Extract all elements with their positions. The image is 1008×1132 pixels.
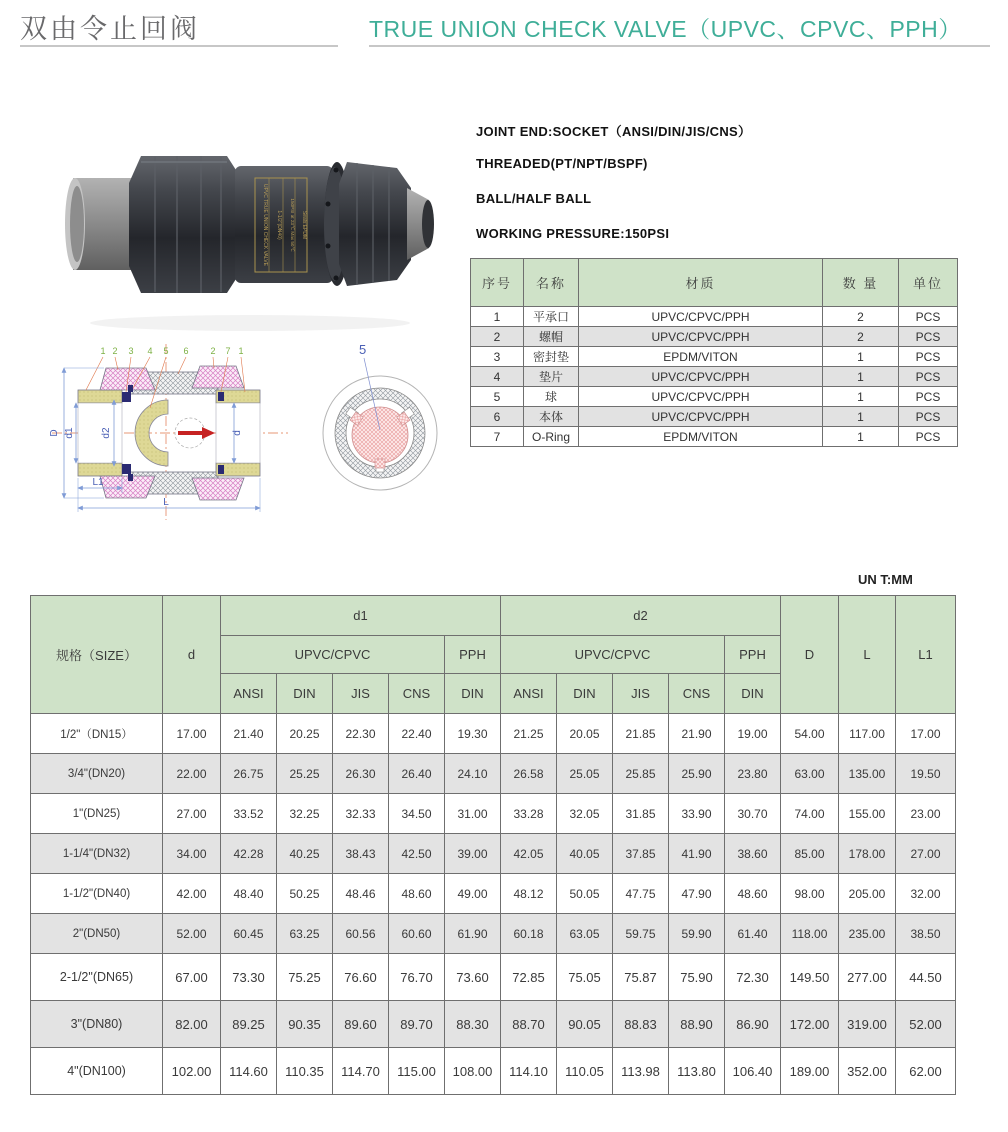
parts-table-row xyxy=(471,307,958,327)
parts-table-cell: 1 xyxy=(823,367,899,387)
parts-table-cell: 球 xyxy=(524,387,579,407)
parts-table-row xyxy=(471,347,958,367)
parts-table-cell: PCS xyxy=(899,327,958,347)
dimension-value-cell: 19.00 xyxy=(725,714,781,754)
dimension-value-cell: 61.40 xyxy=(725,914,781,954)
dimension-value-cell: 90.05 xyxy=(557,1001,613,1048)
size-cell: 4"(DN100) xyxy=(31,1048,163,1095)
dimension-value-cell: 88.70 xyxy=(501,1001,557,1048)
dim-header-pph-d2: PPH xyxy=(725,636,781,674)
parts-table-row xyxy=(471,407,958,427)
dimension-value-cell: 26.75 xyxy=(221,754,277,794)
dimension-value-cell: 19.30 xyxy=(445,714,501,754)
dimension-value-cell: 21.85 xyxy=(613,714,669,754)
valve-right-socket xyxy=(407,188,434,260)
dimension-value-cell: 110.05 xyxy=(557,1048,613,1095)
parts-table-cell: 7 xyxy=(471,427,524,447)
dimension-value-cell: 54.00 xyxy=(781,714,839,754)
dim-header-upvc-d1: UPVC/CPVC xyxy=(221,636,445,674)
dimension-value-cell: 21.40 xyxy=(221,714,277,754)
dimension-value-cell: 110.35 xyxy=(277,1048,333,1095)
dimension-value-cell: 32.05 xyxy=(557,794,613,834)
end-view-label: 5 xyxy=(359,342,367,357)
dimension-value-cell: 25.25 xyxy=(277,754,333,794)
parts-table-cell: 本体 xyxy=(524,407,579,427)
parts-header-unit: 单位 xyxy=(899,259,958,307)
spec-list xyxy=(476,121,751,261)
dimension-value-cell: 172.00 xyxy=(781,1001,839,1048)
dimension-value-cell: 76.60 xyxy=(333,954,389,1001)
parts-table-cell: 平承口 xyxy=(524,307,579,327)
dim-header-row-1 xyxy=(31,596,956,636)
dimension-value-cell: 27.00 xyxy=(896,834,956,874)
part-label-1: 1 xyxy=(100,346,106,356)
size-cell: 1-1/2"(DN40) xyxy=(31,874,163,914)
dimension-value-cell: 30.70 xyxy=(725,794,781,834)
size-cell: 2-1/2"(DN65) xyxy=(31,954,163,1001)
dimension-value-cell: 106.40 xyxy=(725,1048,781,1095)
dimension-value-cell: 49.00 xyxy=(445,874,501,914)
dimension-value-cell: 189.00 xyxy=(781,1048,839,1095)
dimension-value-cell: 34.00 xyxy=(163,834,221,874)
dimension-value-cell: 115.00 xyxy=(389,1048,445,1095)
dimension-value-cell: 63.00 xyxy=(781,754,839,794)
dimension-value-cell: 178.00 xyxy=(839,834,896,874)
dimension-value-cell: 62.00 xyxy=(896,1048,956,1095)
dimension-value-cell: 33.28 xyxy=(501,794,557,834)
dim-header-D: D xyxy=(781,596,839,714)
dimension-table-row xyxy=(31,874,956,914)
dimension-table-row xyxy=(31,1048,956,1095)
dimension-table-row xyxy=(31,954,956,1001)
dimension-value-cell: 33.52 xyxy=(221,794,277,834)
dimension-value-cell: 22.00 xyxy=(163,754,221,794)
photo-shadow xyxy=(90,315,410,331)
dim-header-cns-d2: CNS xyxy=(669,674,725,714)
dimension-value-cell: 86.90 xyxy=(725,1001,781,1048)
dimension-value-cell: 60.60 xyxy=(389,914,445,954)
dimension-value-cell: 27.00 xyxy=(163,794,221,834)
valve-label-line2: 1-1/2"(DN40) xyxy=(276,210,282,240)
parts-table-cell: EPDM/VITON xyxy=(579,427,823,447)
dimension-value-cell: 113.80 xyxy=(669,1048,725,1095)
dim-header-ansi-d2: ANSI xyxy=(501,674,557,714)
part-number-labels xyxy=(100,346,243,356)
dimension-value-cell: 85.00 xyxy=(781,834,839,874)
dimension-table-row xyxy=(31,1001,956,1048)
dimension-value-cell: 48.60 xyxy=(725,874,781,914)
dim-header-pph-d1: PPH xyxy=(445,636,501,674)
dimension-value-cell: 61.90 xyxy=(445,914,501,954)
dimension-value-cell: 89.25 xyxy=(221,1001,277,1048)
unit-note: UN T:MM xyxy=(858,572,913,587)
dimension-value-cell: 42.28 xyxy=(221,834,277,874)
dimension-value-cell: 88.90 xyxy=(669,1001,725,1048)
parts-header-row xyxy=(471,259,958,307)
dim-header-L1: L1 xyxy=(896,596,956,714)
dimension-value-cell: 75.25 xyxy=(277,954,333,1001)
dimension-value-cell: 108.00 xyxy=(445,1048,501,1095)
valve-body xyxy=(235,166,333,283)
dimension-value-cell: 17.00 xyxy=(163,714,221,754)
dimension-value-cell: 47.75 xyxy=(613,874,669,914)
parts-table-cell: 1 xyxy=(471,307,524,327)
dimension-value-cell: 89.70 xyxy=(389,1001,445,1048)
parts-table xyxy=(470,258,958,447)
dimension-value-cell: 22.30 xyxy=(333,714,389,754)
page-title-chinese: 双由令止回阀 xyxy=(20,14,200,44)
spec-working-pressure: WORKING PRESSURE:150PSI xyxy=(476,226,670,241)
dimension-value-cell: 26.40 xyxy=(389,754,445,794)
parts-table-cell: PCS xyxy=(899,427,958,447)
dimension-value-cell: 63.25 xyxy=(277,914,333,954)
dimension-value-cell: 89.60 xyxy=(333,1001,389,1048)
dimension-value-cell: 63.05 xyxy=(557,914,613,954)
part-label-1b: 1 xyxy=(238,346,244,356)
dimension-value-cell: 48.40 xyxy=(221,874,277,914)
dimension-value-cell: 52.00 xyxy=(163,914,221,954)
dimension-value-cell: 25.05 xyxy=(557,754,613,794)
dimension-value-cell: 114.10 xyxy=(501,1048,557,1095)
valve-section-diagram xyxy=(38,338,470,538)
dimension-value-cell: 75.87 xyxy=(613,954,669,1001)
dimension-value-cell: 34.50 xyxy=(389,794,445,834)
size-cell: 2"(DN50) xyxy=(31,914,163,954)
page-title-english: TRUE UNION CHECK VALVE（UPVC、CPVC、PPH） xyxy=(369,16,962,42)
dimension-value-cell: 277.00 xyxy=(839,954,896,1001)
spec-joint-end: JOINT END:SOCKET（ANSI/DIN/JIS/CNS） xyxy=(476,124,752,139)
size-cell: 1"(DN25) xyxy=(31,794,163,834)
part-label-5: 5 xyxy=(163,346,169,356)
dim-header-d1-group: d1 xyxy=(221,596,501,636)
dim-label-L: L xyxy=(163,497,169,508)
dimension-value-cell: 48.46 xyxy=(333,874,389,914)
dimension-value-cell: 75.90 xyxy=(669,954,725,1001)
dimension-value-cell: 135.00 xyxy=(839,754,896,794)
size-cell: 1/2"（DN15） xyxy=(31,714,163,754)
dim-header-L: L xyxy=(839,596,896,714)
parts-table-cell: 密封垫 xyxy=(524,347,579,367)
dimension-value-cell: 72.30 xyxy=(725,954,781,1001)
parts-table-cell: 1 xyxy=(823,347,899,367)
dim-header-cns-d1: CNS xyxy=(389,674,445,714)
dimension-table-row xyxy=(31,794,956,834)
dimension-value-cell: 42.00 xyxy=(163,874,221,914)
dimension-value-cell: 72.85 xyxy=(501,954,557,1001)
valve-right-union-nut xyxy=(339,162,411,286)
dimension-value-cell: 67.00 xyxy=(163,954,221,1001)
dimension-value-cell: 41.90 xyxy=(669,834,725,874)
dimension-value-cell: 23.80 xyxy=(725,754,781,794)
parts-table-cell: PCS xyxy=(899,307,958,327)
parts-header-material: 材质 xyxy=(579,259,823,307)
dimension-value-cell: 88.30 xyxy=(445,1001,501,1048)
dimension-value-cell: 20.25 xyxy=(277,714,333,754)
parts-table-cell: PCS xyxy=(899,407,958,427)
dimension-value-cell: 149.50 xyxy=(781,954,839,1001)
dimension-value-cell: 50.25 xyxy=(277,874,333,914)
part-label-6: 6 xyxy=(183,346,189,356)
dimension-value-cell: 59.90 xyxy=(669,914,725,954)
title-underline-right xyxy=(369,45,990,47)
dimension-table-row xyxy=(31,914,956,954)
dimension-value-cell: 42.50 xyxy=(389,834,445,874)
parts-table-cell: 1 xyxy=(823,407,899,427)
dimension-value-cell: 113.98 xyxy=(613,1048,669,1095)
dimension-value-cell: 23.00 xyxy=(896,794,956,834)
dimension-value-cell: 38.60 xyxy=(725,834,781,874)
flow-arrow xyxy=(178,427,215,439)
dimension-value-cell: 60.56 xyxy=(333,914,389,954)
parts-table-cell: EPDM/VITON xyxy=(579,347,823,367)
parts-table-cell: PCS xyxy=(899,367,958,387)
parts-table-cell: 1 xyxy=(823,387,899,407)
dim-header-jis-d1: JIS xyxy=(333,674,389,714)
dimension-value-cell: 352.00 xyxy=(839,1048,896,1095)
valve-product-photo xyxy=(55,126,440,341)
parts-table-cell: UPVC/CPVC/PPH xyxy=(579,367,823,387)
dimension-value-cell: 90.35 xyxy=(277,1001,333,1048)
parts-table-cell: 垫片 xyxy=(524,367,579,387)
dimension-value-cell: 24.10 xyxy=(445,754,501,794)
dimension-value-cell: 205.00 xyxy=(839,874,896,914)
parts-table-cell: PCS xyxy=(899,387,958,407)
dimension-value-cell: 82.00 xyxy=(163,1001,221,1048)
parts-table-cell: 4 xyxy=(471,367,524,387)
size-cell: 3/4"(DN20) xyxy=(31,754,163,794)
part-label-2: 2 xyxy=(112,346,118,356)
dimension-value-cell: 117.00 xyxy=(839,714,896,754)
dimension-value-cell: 42.05 xyxy=(501,834,557,874)
dim-header-upvc-d2: UPVC/CPVC xyxy=(501,636,725,674)
part-label-4: 4 xyxy=(147,346,153,356)
dimension-value-cell: 47.90 xyxy=(669,874,725,914)
dimension-value-cell: 73.60 xyxy=(445,954,501,1001)
size-cell: 3"(DN80) xyxy=(31,1001,163,1048)
dimension-table-row xyxy=(31,834,956,874)
dimension-value-cell: 114.60 xyxy=(221,1048,277,1095)
valve-left-union-nut xyxy=(129,156,243,293)
dimension-value-cell: 60.45 xyxy=(221,914,277,954)
dimension-value-cell: 38.43 xyxy=(333,834,389,874)
dimension-table xyxy=(30,595,956,1095)
dimension-value-cell: 74.00 xyxy=(781,794,839,834)
dim-header-ansi-d1: ANSI xyxy=(221,674,277,714)
dimension-value-cell: 33.90 xyxy=(669,794,725,834)
parts-table-cell: UPVC/CPVC/PPH xyxy=(579,327,823,347)
dimension-value-cell: 102.00 xyxy=(163,1048,221,1095)
valve-label-line3: 150PSI at 23℃ Max 50℃ xyxy=(290,198,295,252)
dimension-value-cell: 98.00 xyxy=(781,874,839,914)
dim-header-size: 规格（SIZE） xyxy=(31,596,163,714)
dimension-value-cell: 114.70 xyxy=(333,1048,389,1095)
dim-header-din-d2: DIN xyxy=(557,674,613,714)
title-underline-left xyxy=(20,45,338,47)
part-label-3: 3 xyxy=(128,346,134,356)
dimension-value-cell: 21.90 xyxy=(669,714,725,754)
parts-table-cell: UPVC/CPVC/PPH xyxy=(579,307,823,327)
dimension-value-cell: 32.00 xyxy=(896,874,956,914)
parts-table-cell: PCS xyxy=(899,347,958,367)
dimension-value-cell: 48.12 xyxy=(501,874,557,914)
parts-table-cell: 1 xyxy=(823,427,899,447)
part-label-7: 7 xyxy=(225,346,231,356)
parts-table-cell: 2 xyxy=(471,327,524,347)
dimension-value-cell: 118.00 xyxy=(781,914,839,954)
dim-header-d2-group: d2 xyxy=(501,596,781,636)
dimension-value-cell: 25.90 xyxy=(669,754,725,794)
dimension-value-cell: 75.05 xyxy=(557,954,613,1001)
dimension-value-cell: 39.00 xyxy=(445,834,501,874)
dimension-table-row xyxy=(31,754,956,794)
dimension-value-cell: 76.70 xyxy=(389,954,445,1001)
dimension-value-cell: 48.60 xyxy=(389,874,445,914)
parts-table-row xyxy=(471,327,958,347)
parts-table-cell: 螺帽 xyxy=(524,327,579,347)
dimension-value-cell: 155.00 xyxy=(839,794,896,834)
dimension-value-cell: 59.75 xyxy=(613,914,669,954)
part-label-2b: 2 xyxy=(210,346,216,356)
dim-label-d: d xyxy=(232,430,243,436)
parts-header-name: 名称 xyxy=(524,259,579,307)
dimension-value-cell: 40.05 xyxy=(557,834,613,874)
parts-table-cell: 2 xyxy=(823,307,899,327)
dimension-value-cell: 26.30 xyxy=(333,754,389,794)
dimension-value-cell: 26.58 xyxy=(501,754,557,794)
dim-header-pphdin-d2: DIN xyxy=(725,674,781,714)
spec-ball: BALL/HALF BALL xyxy=(476,191,592,206)
parts-table-cell: O-Ring xyxy=(524,427,579,447)
parts-table-row xyxy=(471,387,958,407)
dim-header-jis-d2: JIS xyxy=(613,674,669,714)
valve-label-line4: Seals:EPDM xyxy=(301,210,307,240)
dimension-value-cell: 31.00 xyxy=(445,794,501,834)
size-cell: 1-1/4"(DN32) xyxy=(31,834,163,874)
dimension-value-cell: 40.25 xyxy=(277,834,333,874)
parts-table-cell: 5 xyxy=(471,387,524,407)
parts-table-cell: UPVC/CPVC/PPH xyxy=(579,407,823,427)
dimension-value-cell: 22.40 xyxy=(389,714,445,754)
dim-label-d1: d1 xyxy=(64,427,75,439)
dimension-value-cell: 44.50 xyxy=(896,954,956,1001)
dim-header-pphdin-d1: DIN xyxy=(445,674,501,714)
dim-header-din-d1: DIN xyxy=(277,674,333,714)
dimension-value-cell: 60.18 xyxy=(501,914,557,954)
dimension-value-cell: 52.00 xyxy=(896,1001,956,1048)
dimension-value-cell: 32.33 xyxy=(333,794,389,834)
parts-table-row xyxy=(471,367,958,387)
dimension-value-cell: 19.50 xyxy=(896,754,956,794)
dim-label-D: D xyxy=(49,429,60,437)
dimension-value-cell: 25.85 xyxy=(613,754,669,794)
parts-table-cell: 2 xyxy=(823,327,899,347)
dimension-value-cell: 50.05 xyxy=(557,874,613,914)
parts-table-cell: UPVC/CPVC/PPH xyxy=(579,387,823,407)
valve-end-view xyxy=(323,342,437,490)
parts-table-cell: 3 xyxy=(471,347,524,367)
dimension-value-cell: 235.00 xyxy=(839,914,896,954)
dim-header-d: d xyxy=(163,596,221,714)
dimension-value-cell: 319.00 xyxy=(839,1001,896,1048)
dimension-table-row xyxy=(31,714,956,754)
dimension-value-cell: 38.50 xyxy=(896,914,956,954)
parts-header-no: 序号 xyxy=(471,259,524,307)
dimension-value-cell: 32.25 xyxy=(277,794,333,834)
dimension-value-cell: 31.85 xyxy=(613,794,669,834)
valve-label-line1: UPVC TRUE UNION CHECK VALVE xyxy=(262,184,268,266)
dimension-value-cell: 88.83 xyxy=(613,1001,669,1048)
dimension-value-cell: 73.30 xyxy=(221,954,277,1001)
parts-table-cell: 6 xyxy=(471,407,524,427)
parts-table-row xyxy=(471,427,958,447)
left-socket-section xyxy=(78,390,122,476)
dimension-value-cell: 37.85 xyxy=(613,834,669,874)
dim-label-d2: d2 xyxy=(101,427,112,439)
parts-header-qty: 数 量 xyxy=(823,259,899,307)
dim-label-L1: L1 xyxy=(92,477,104,488)
dimension-value-cell: 20.05 xyxy=(557,714,613,754)
dimension-value-cell: 17.00 xyxy=(896,714,956,754)
spec-threaded: THREADED(PT/NPT/BSPF) xyxy=(476,156,648,171)
dimension-value-cell: 21.25 xyxy=(501,714,557,754)
